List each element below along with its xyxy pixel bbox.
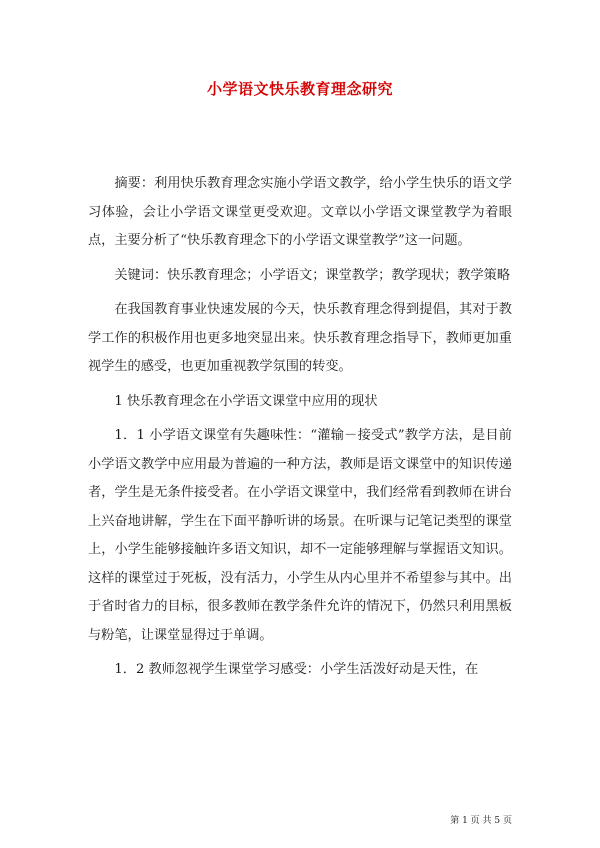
document-title: 小学语文快乐教育理念研究 xyxy=(206,80,393,98)
keywords-paragraph: 关键词：快乐教育理念；小学语文；课堂教学；教学现状；教学策略 xyxy=(114,267,511,283)
page-number-footer: 第 1 页 共 5 页 xyxy=(450,816,512,826)
abstract-paragraph: 摘要：利用快乐教育理念实施小学语文教学，给小学生快乐的语文学习体验，会让小学语文课堂更受欢迎。文章以小学语文课堂教学为着眼点，主要分析了“快乐教育理念下的小学语文课堂教学”这一问题。 xyxy=(88,176,512,248)
subsection-paragraph-1-2: 1．2 教师忽视学生课堂学习感受：小学生活泼好动是天性，在 xyxy=(114,662,479,677)
section-heading-1: 1 快乐教育理念在小学语文课堂中应用的现状 xyxy=(114,393,378,409)
subsection-paragraph-1-1: 1．1 小学语文课堂有失趣味性：“灌输－接受式”教学方法，是目前小学语文教学中应用最为普遍的一种方法，教师是语文课堂中的知识传递者，学生是无条件接受者。在小学语文课堂中，我们经常看到教师在讲台上兴奋地讲解，学生在下面平静听讲的场景。在听课与记笔记类型的课堂上，小学生能够接触许多语文知识，却不一定能够理解与掌握语文知识。这样的课堂过于死板，没有活力，小学生从内心里并不希望参与其中。出于省时省力的目标，很多教师在教学条件允许的情况下，仍然只利用黑板与粉笔，让课堂显得过于单调。 xyxy=(88,428,512,643)
document-body xyxy=(88,170,512,685)
intro-paragraph: 在我国教育事业快速发展的今天，快乐教育理念得到提倡，其对于教学工作的积极作用也更多地突显出来。快乐教育理念指导下，教师更加重视学生的感受，也更加重视教学氛围的转变。 xyxy=(88,302,512,374)
